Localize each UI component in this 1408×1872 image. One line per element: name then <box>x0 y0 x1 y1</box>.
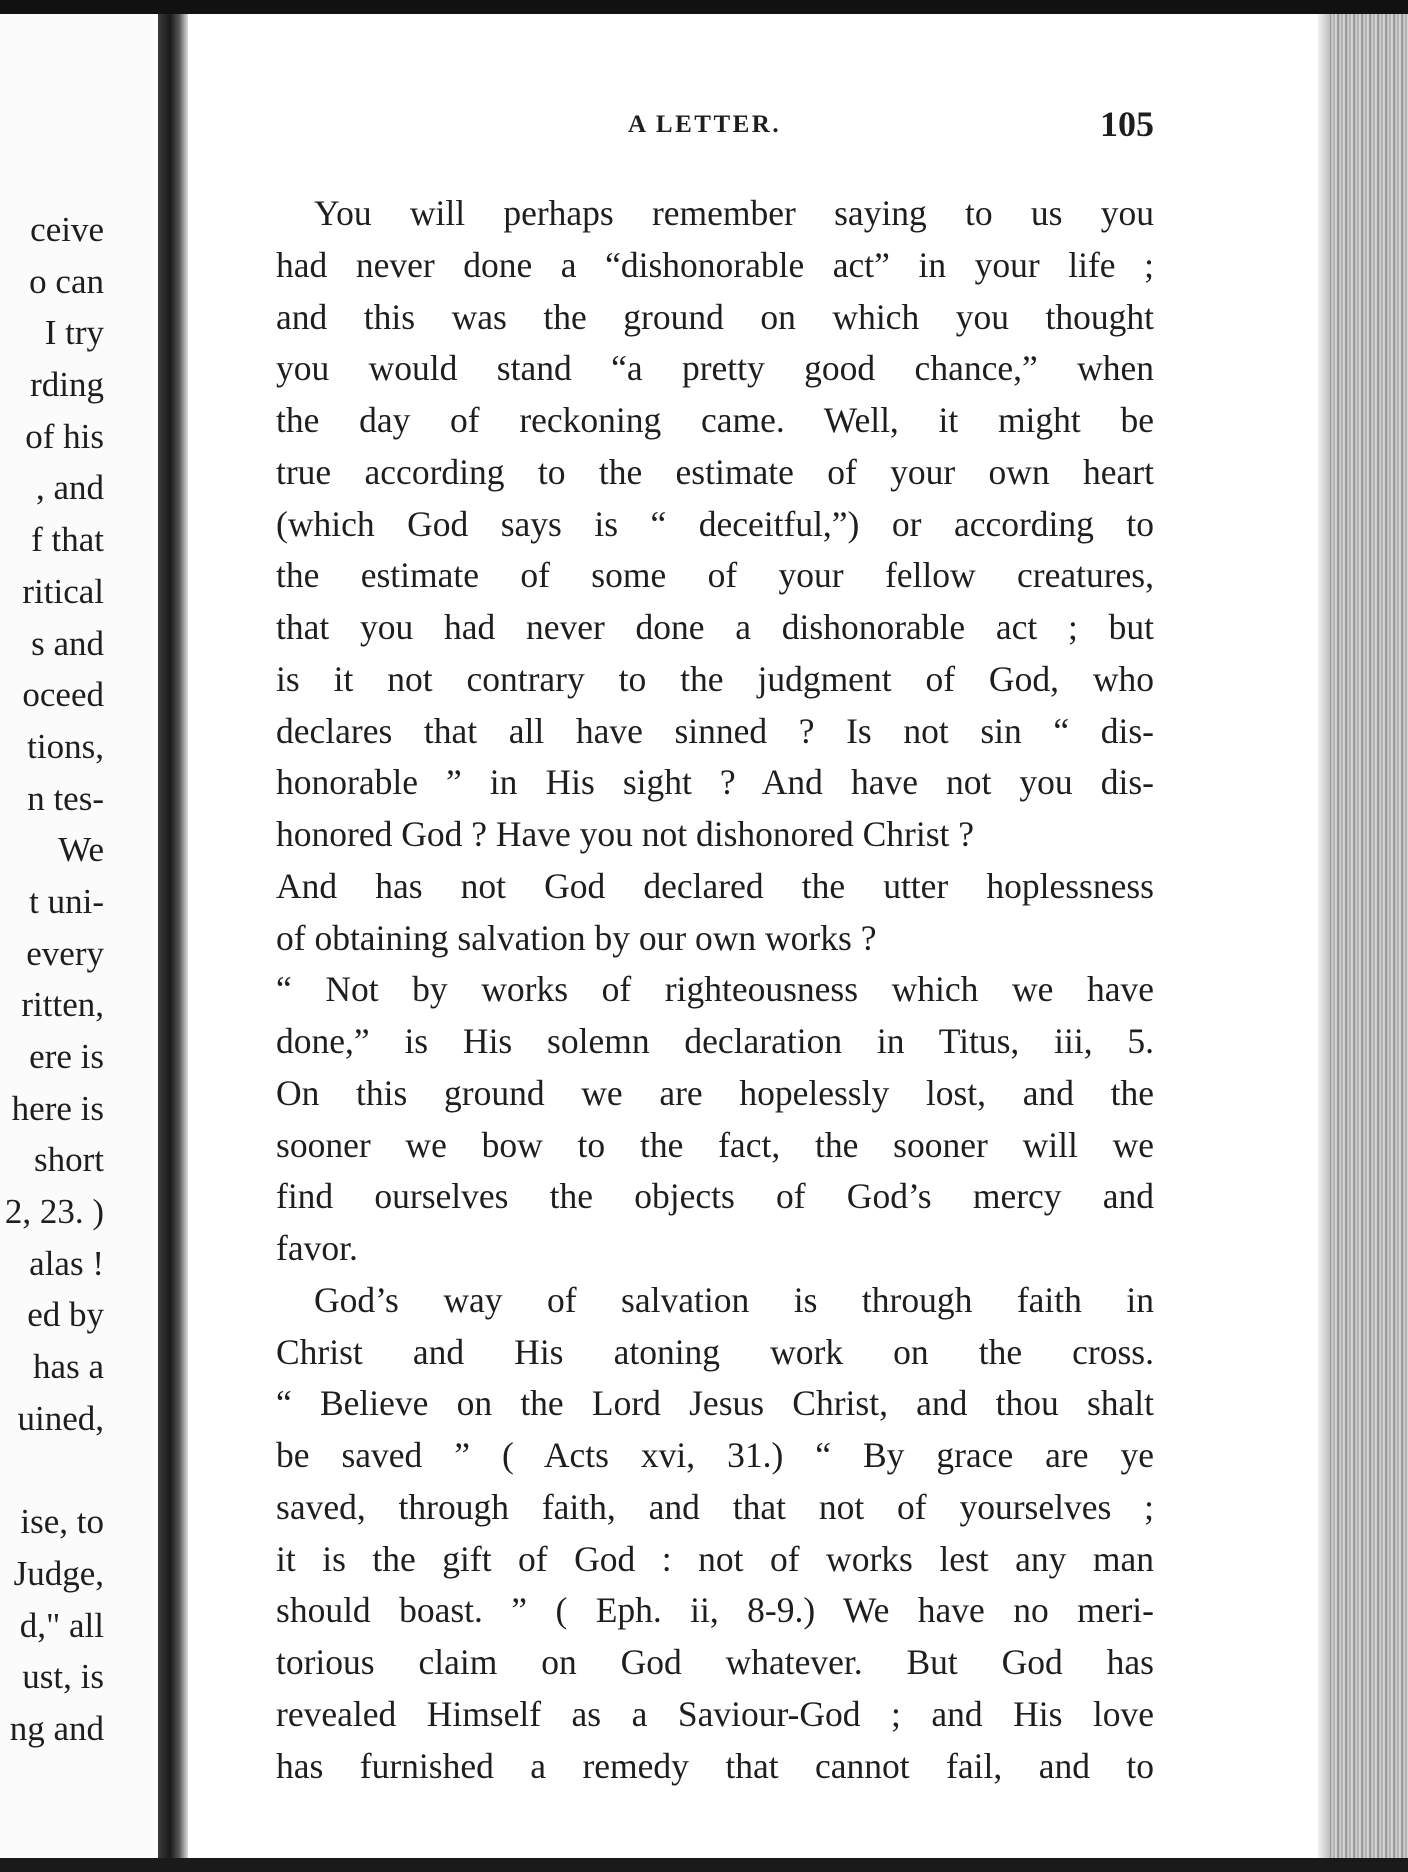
body-line: “ Believe on the Lord Jesus Christ, and thou shalt <box>276 1383 1154 1424</box>
left-page-line: ise, to <box>20 1502 104 1542</box>
body-line: On this ground we are hopelessly lost, and the <box>276 1072 1154 1113</box>
body-line: and this was the ground on which you thought <box>276 296 1154 337</box>
running-title: A LETTER. <box>628 111 782 138</box>
left-page-line: here is <box>11 1088 104 1128</box>
left-page-line: ust, is <box>22 1657 104 1697</box>
body-line: that you had never done a dishonorable act ; but <box>276 607 1154 647</box>
body-line: sooner we bow to the fact, the sooner will we <box>276 1124 1154 1165</box>
book-gutter <box>158 0 188 1872</box>
body-line: saved, through faith, and that not of yourselves ; <box>276 1486 1154 1527</box>
left-page-line: ritten, <box>21 985 104 1025</box>
body-line: the estimate of some of your fellow creatures, <box>276 555 1154 596</box>
body-line: honorable ” in His sight ? And have not you dis- <box>276 762 1154 803</box>
body-line: “ Not by works of righteousness which we have <box>276 969 1154 1010</box>
left-page-line: 2, 23. ) <box>4 1192 104 1232</box>
body-line: had never done a “dishonorable act” in your life ; <box>276 244 1154 285</box>
left-page-line: d," all <box>19 1605 104 1645</box>
page-edges <box>1318 14 1408 1858</box>
body-line: it is the gift of God : not of works lest any man <box>276 1538 1154 1579</box>
left-page <box>0 14 158 1858</box>
body-line: should boast. ” ( Eph. ii, 8-9.) We have no meri- <box>276 1590 1154 1631</box>
top-shadow <box>0 0 1408 14</box>
left-page-text-fragments <box>0 204 158 1755</box>
body-line: God’s way of salvation is through faith in <box>314 1279 1154 1320</box>
left-page-line: , and <box>35 468 104 508</box>
left-page-line: rding <box>30 365 104 405</box>
left-page-line: oceed <box>22 675 104 715</box>
left-page-line: n tes- <box>27 778 104 818</box>
body-line: Christ and His atoning work on the cross. <box>276 1331 1154 1372</box>
left-page-line: I try <box>44 313 104 353</box>
body-line: has furnished a remedy that cannot fail, and to <box>276 1745 1154 1786</box>
bottom-shadow <box>0 1858 1408 1872</box>
left-page-line: short <box>34 1140 104 1180</box>
left-page-line: tions, <box>27 726 104 766</box>
body-line: revealed Himself as a Saviour-God ; and His love <box>276 1693 1154 1734</box>
left-page-line: ed by <box>27 1295 104 1335</box>
left-page-line: t uni- <box>29 881 104 921</box>
left-page-line: s and <box>31 623 104 663</box>
left-page-line: ceive <box>30 210 104 249</box>
left-page-line: We <box>58 830 104 870</box>
body-line: find ourselves the objects of God’s mercy and <box>276 1176 1154 1217</box>
body-line: favor. <box>276 1228 358 1268</box>
left-page-line: ng and <box>9 1708 104 1748</box>
left-page-line: every <box>26 933 104 973</box>
body-line: torious claim on God whatever. But God has <box>276 1642 1154 1682</box>
left-page-line: has a <box>33 1347 104 1387</box>
body-line: (which God says is “ deceitful,”) or according to <box>276 503 1154 544</box>
left-page-line <box>0 1445 158 1497</box>
body-line: true according to the estimate of your own heart <box>276 451 1154 492</box>
left-page-line: o can <box>29 261 104 301</box>
left-page-line: ere is <box>29 1037 104 1076</box>
body-text <box>276 188 1154 1792</box>
body-line: You will perhaps remember saying to us you <box>314 193 1154 233</box>
left-page-line: uined, <box>17 1398 104 1438</box>
left-page-line: alas ! <box>29 1243 104 1283</box>
page-edge-highlight <box>1318 14 1330 1858</box>
page-number: 105 <box>1100 104 1154 144</box>
body-line: declares that all have sinned ? Is not sin “ dis- <box>276 710 1154 751</box>
body-line: of obtaining salvation by our own works ? <box>276 917 877 958</box>
body-line: the day of reckoning came. Well, it might be <box>276 400 1154 440</box>
page-header <box>276 103 1154 155</box>
left-page-line: of his <box>25 416 104 456</box>
body-line: is it not contrary to the judgment of God, who <box>276 658 1154 699</box>
body-line: you would stand “a pretty good chance,” when <box>276 348 1154 389</box>
left-page-line: Judge, <box>13 1553 104 1593</box>
body-line: be saved ” ( Acts xvi, 31.) “ By grace are ye <box>276 1435 1154 1475</box>
body-line: And has not God declared the utter hoplessness <box>276 865 1154 906</box>
left-page-line: ritical <box>22 571 104 611</box>
left-page-line: f that <box>31 520 104 560</box>
body-line: done,” is His solemn declaration in Titus, iii, 5. <box>276 1021 1154 1061</box>
body-line: honored God ? Have you not dishonored Christ ? <box>276 814 975 854</box>
